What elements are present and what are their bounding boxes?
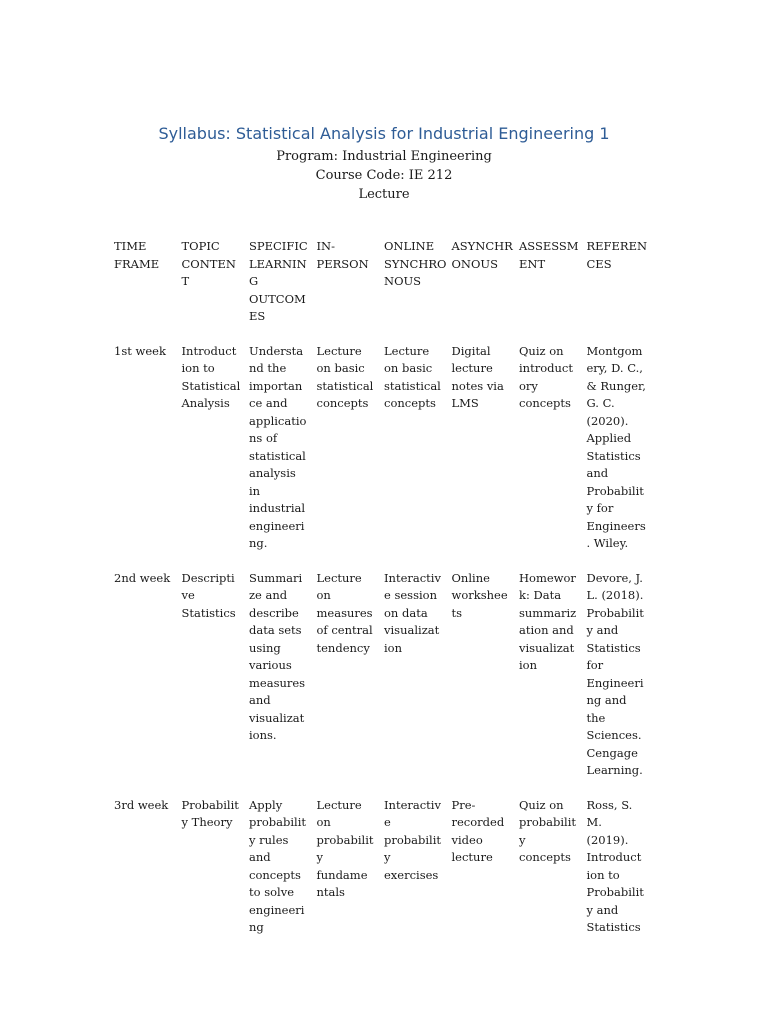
cell-assessment: Quiz on probabilit y concepts bbox=[519, 797, 577, 864]
cell-online-synchronous: Interactiv e session on data visualizat ion bbox=[384, 570, 441, 655]
header-references: REFEREN CES bbox=[586, 239, 648, 271]
program-line: Program: Industrial Engineering bbox=[276, 149, 492, 164]
header-learning-outcomes: SPECIFIC LEARNIN G OUTCOM ES bbox=[249, 239, 308, 323]
header-asynchronous: ASYNCHR ONOUS bbox=[451, 239, 513, 271]
document-title: Syllabus: Statistical Analysis for Industrial Engineering 1 bbox=[158, 124, 610, 143]
table-header-row bbox=[114, 238, 654, 326]
header-time-frame: TIME FRAME bbox=[114, 239, 160, 271]
cell-assessment: Quiz on introduct ory concepts bbox=[519, 343, 573, 410]
cell-assessment: Homewor k: Data summariz ation and visualizat ion bbox=[519, 570, 577, 672]
cell-topic-content: Descripti ve Statistics bbox=[181, 570, 236, 620]
cell-time-frame: 1st week bbox=[114, 343, 166, 358]
cell-references: Montgom ery, D. C., & Runger, G. C. (2020). Applied Statistics and Probabilit y for Engineers . Wiley. bbox=[586, 343, 646, 550]
cell-time-frame: 2nd week bbox=[114, 570, 171, 585]
cell-references: Devore, J. L. (2018). Probabilit y and Statistics for Engineeri ng and the Sciences. Cengage Learning. bbox=[586, 570, 644, 777]
cell-time-frame: 3rd week bbox=[114, 797, 169, 812]
header-online-synchronous: ONLINE SYNCHRO NOUS bbox=[384, 239, 447, 288]
header-in-person: IN- PERSON bbox=[316, 239, 369, 271]
cell-in-person: Lecture on measures of central tendency bbox=[316, 570, 373, 655]
header-topic-content: TOPIC CONTEN T bbox=[181, 239, 236, 288]
course-type-line: Lecture bbox=[358, 187, 410, 202]
cell-learning-outcomes: Understa nd the importan ce and applicatio ns of statistical analysis in industrial engineeri ng. bbox=[249, 343, 307, 550]
syllabus-table bbox=[114, 238, 654, 954]
header-assessment: ASSESSM ENT bbox=[519, 239, 579, 271]
cell-online-synchronous: Interactiv e probabilit y exercises bbox=[384, 797, 442, 882]
cell-asynchronous: Pre- recorded video lecture bbox=[451, 797, 505, 864]
cell-in-person: Lecture on probabilit y fundame ntals bbox=[316, 797, 374, 899]
course-code-line: Course Code: IE 212 bbox=[315, 168, 453, 183]
table-row bbox=[114, 797, 654, 937]
cell-online-synchronous: Lecture on basic statistical concepts bbox=[384, 343, 441, 410]
cell-topic-content: Probabilit y Theory bbox=[181, 797, 239, 829]
cell-learning-outcomes: Summari ze and describe data sets using various measures and visualizat ions. bbox=[249, 570, 306, 742]
cell-learning-outcomes: Apply probabilit y rules and concepts to solve engineeri ng bbox=[249, 797, 307, 934]
cell-asynchronous: Digital lecture notes via LMS bbox=[451, 343, 504, 410]
cell-asynchronous: Online workshee ts bbox=[451, 570, 508, 620]
table-row bbox=[114, 570, 654, 780]
table-row bbox=[114, 343, 654, 553]
cell-references: Ross, S. M. (2019). Introduct ion to Probabilit y and Statistics bbox=[586, 797, 644, 934]
cell-topic-content: Introduct ion to Statistical Analysis bbox=[181, 343, 241, 410]
cell-in-person: Lecture on basic statistical concepts bbox=[316, 343, 374, 410]
